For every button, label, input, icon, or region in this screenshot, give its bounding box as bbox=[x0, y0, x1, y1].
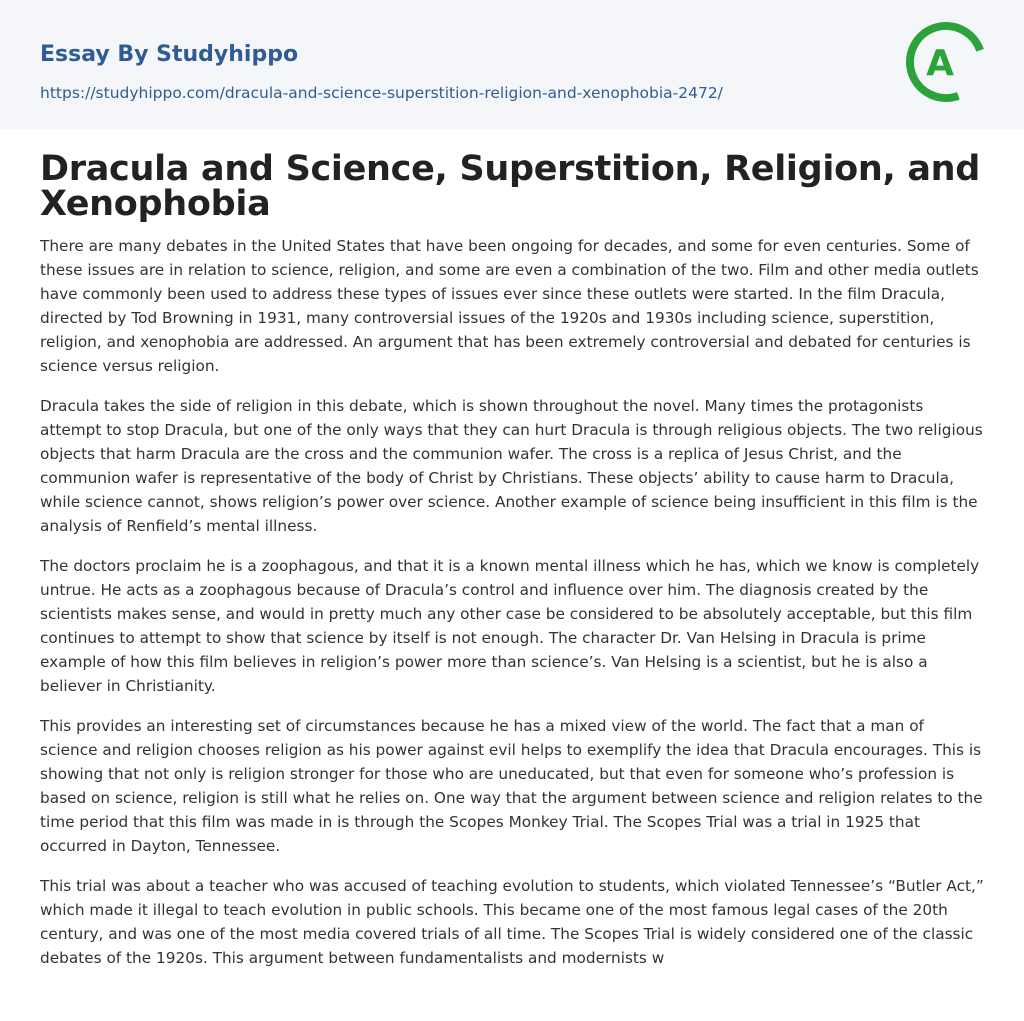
paragraph-4: This provides an interesting set of circumstances because he has a mixed view of the world. The fact that a man of science and religion chooses religion as his power against evil helps to exemplify the idea that Dracula encourages. This is showing that not only is religion stronger for those who are uneducated, but that even for someone who’s profession is based on science, religion is still what he relies on. One way that the argument between science and religion relates to the time period that this film was made in is through the Scopes Monkey Trial. The Scopes Trial was a trial in 1925 that occurred in Dayton, Tennessee. bbox=[40, 717, 983, 855]
brand-title[interactable]: Essay By Studyhippo bbox=[40, 42, 299, 67]
paragraph-2: Dracula takes the side of religion in this debate, which is shown throughout the novel. Many times the protagonists attempt to stop Dracula, but one of the only ways that they can hurt Dracula is through religious objects. The two religious objects that harm Dracula are the cross and the communion wafer. The cross is a replica of Jesus Christ, and the communion wafer is representative of the body of Christ by Christians. These objects’ ability to cause harm to Dracula, while science cannot, shows religion’s power over science. Another example of science being insufficient in this film is the analysis of Renfield’s mental illness. bbox=[40, 397, 983, 535]
essay-url-link[interactable]: https://studyhippo.com/dracula-and-science-superstition-religion-and-xenophobia-2472/ bbox=[40, 84, 723, 102]
page-title: Dracula and Science, Superstition, Religion, and Xenophobia bbox=[40, 149, 981, 224]
studyhippo-logo-icon[interactable] bbox=[906, 18, 990, 106]
essay-body bbox=[40, 234, 984, 970]
paragraph-3: The doctors proclaim he is a zoophagous, and that it is a known mental illness which he has, which we know is completely untrue. He acts as a zoophagous because of Dracula’s control and influence over him. The diagnosis created by the scientists makes sense, and would in pretty much any other case be considered to be absolutely acceptable, but this film continues to attempt to show that science by itself is not enough. The character Dr. Van Helsing in Dracula is prime example of how this film believes in religion’s power more than science’s. Van Helsing is a scientist, but he is also a believer in Christianity. bbox=[40, 557, 980, 695]
logo-letter: A bbox=[926, 43, 954, 84]
paragraph-5: This trial was about a teacher who was accused of teaching evolution to students, which violated Tennessee’s “Butler Act,” which made it illegal to teach evolution in public schools. This became one of the most famous legal cases of the 20th century, and was one of the most media covered trials of all time. The Scopes Trial is widely considered one of the classic debates of the 1920s. This argument between fundamentalists and modernists w bbox=[40, 877, 984, 967]
site-header bbox=[0, 0, 1024, 129]
paragraph-1: There are many debates in the United States that have been ongoing for decades, and some for even centuries. Some of these issues are in relation to science, religion, and some are even a combination of the two. Film and other media outlets have commonly been used to address these types of issues ever since these outlets were started. In the film Dracula, directed by Tod Browning in 1931, many controversial issues of the 1920s and 1930s including science, superstition, religion, and xenophobia are addressed. An argument that has been extremely controversial and debated for centuries is science versus religion. bbox=[40, 237, 979, 375]
